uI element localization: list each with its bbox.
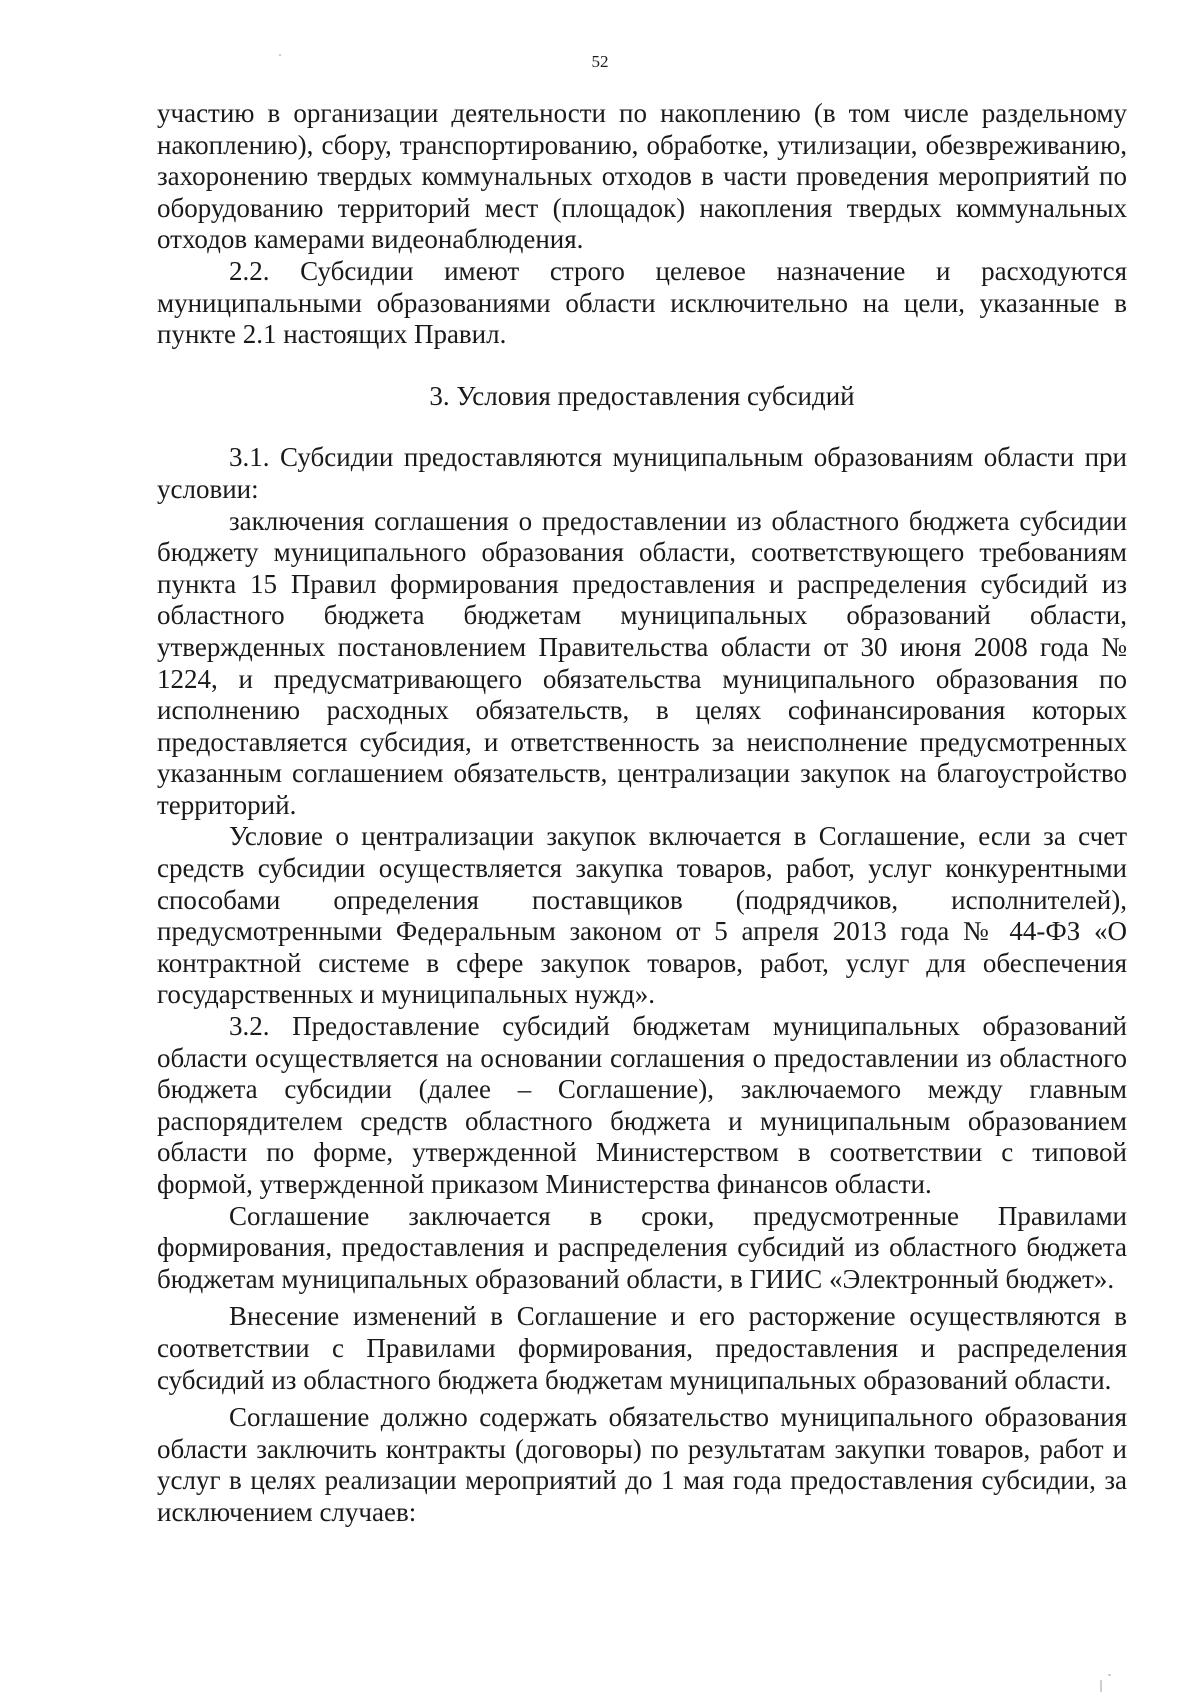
- paragraph-intro-continuation: участию в организации деятельности по накоплению (в том числе раздельному накоплению), сбору, транспортированию, обработке, утилизации, обезвреживанию, захоронению твердых коммунальных отходов в части проведения мероприятий по оборудованию территорий мест (площадок) накопления твердых коммунальных отходов камерами видеонаблюдения.: [157, 98, 1127, 255]
- paragraph-3-2: 3.2. Предоставление субсидий бюджетам муниципальных образований области осуществляется на основании соглашения о предоставлении из областного бюджета субсидии (далее – Соглашение), заключаемого между главным распорядителем средств областного бюджета и муниципальным образованием области по форме, утвержденной Министерством в соответствии с типовой формой, утвержденной приказом Министерства финансов области.: [157, 1011, 1127, 1199]
- paragraph-3-2-obligations: Соглашение должно содержать обязательство муниципального образования области заключить контракты (договоры) по результатам закупки товаров, работ и услуг в целях реализации мероприятий до 1 мая года предоставления субсидии, за исключением случаев:: [157, 1402, 1127, 1527]
- paragraph-3-1-conclusion: заключения соглашения о предоставлении из областного бюджета субсидии бюджету муниципального образования области, соответствующего требованиям пункта 15 Правил формирования предоставления и распределения субсидий из областного бюджета бюджетам муниципальных образований области, утвержденных постановлением Правительства области от 30 июня 2008 года № 1224, и предусматривающего обязательства муниципального образования по исполнению расходных обязательств, в целях софинансирования которых предоставляется субсидия, и ответственность за неисполнение предусмотренных указанным соглашением обязательств, централизации закупок на благоустройство территорий.: [157, 505, 1127, 820]
- section-3-heading: 3. Условия предоставления субсидий: [429, 380, 855, 411]
- paragraph-3-2-amendments: Внесение изменений в Соглашение и его расторжение осуществляются в соответствии с Правилами формирования, предоставления и распределения субсидий из областного бюджета бюджетам муниципальных образований области.: [157, 1301, 1127, 1395]
- document-body: [157, 98, 1127, 1529]
- paragraph-3-2-terms: Соглашение заключается в сроки, предусмотренные Правилами формирования, предоставления и распределения субсидий из областного бюджета бюджетам муниципальных образований области, в ГИИС «Электронный бюджет».: [157, 1200, 1127, 1294]
- page-number: 52: [591, 52, 609, 71]
- paragraph-3-1: 3.1. Субсидии предоставляются муниципальным образованиям области при условии:: [157, 442, 1127, 504]
- paragraph-3-1-centralization: Условие о централизации закупок включается в Соглашение, если за счет средств субсидии осуществляется закупка товаров, работ, услуг конкурентными способами определения поставщиков (подрядчиков, исполнителей), предусмотренными Федеральным законом от 5 апреля 2013 года № 44-ФЗ «О контрактной системе в сфере закупок товаров, работ, услуг для обеспечения государственных и муниципальных нужд».: [157, 821, 1127, 1010]
- scan-speck: [1108, 1674, 1111, 1676]
- paragraph-2-2: 2.2. Субсидии имеют строго целевое назначение и расходуются муниципальными образованиями области исключительно на цели, указанные в пункте 2.1 настоящих Правил.: [157, 255, 1127, 350]
- scan-speck: [1100, 1680, 1102, 1692]
